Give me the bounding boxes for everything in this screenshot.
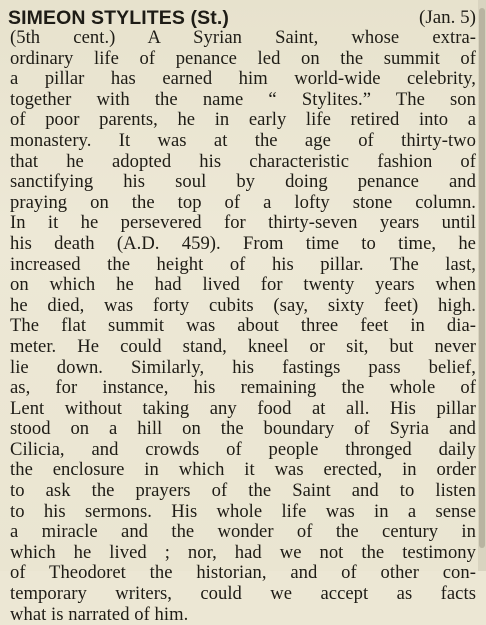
entry-title: SIMEON STYLITES (St.) bbox=[8, 7, 229, 29]
body-line: (5th cent.) A Syrian Saint, whose extra- bbox=[10, 27, 476, 48]
body-line: praying on the top of a lofty stone column. bbox=[10, 191, 476, 213]
body-line: of Theodoret the historian, and of other con- bbox=[10, 562, 476, 584]
body-line: meter. He could stand, kneel or sit, but never bbox=[10, 335, 476, 357]
body-line: his death (A.D. 459). From time to time, he bbox=[10, 232, 476, 254]
entry-body bbox=[10, 28, 476, 625]
body-line: on which he had lived for twenty years when bbox=[10, 274, 476, 296]
vertical-scrollbar[interactable] bbox=[478, 0, 486, 571]
body-line: monastery. It was at the age of thirty-two bbox=[10, 129, 476, 151]
body-line: to his sermons. His whole life was in a sense bbox=[10, 500, 476, 522]
body-line: the enclosure in which it was erected, in order bbox=[10, 459, 476, 481]
body-line: Lent without taking any food at all. His pillar bbox=[10, 397, 476, 419]
body-line: sanctifying his soul by doing penance and bbox=[10, 171, 476, 193]
body-line: lie down. Similarly, his fastings pass belief, bbox=[10, 356, 476, 378]
body-line: In it he persevered for thirty-seven years until bbox=[10, 212, 476, 234]
body-line: together with the name “ Stylites.” The son bbox=[10, 88, 476, 110]
body-line: Cilicia, and crowds of people thronged daily bbox=[10, 438, 476, 460]
body-line: to ask the prayers of the Saint and to listen bbox=[10, 480, 476, 502]
body-line: stood on a hill on the boundary of Syria and bbox=[10, 418, 476, 440]
entry-header bbox=[8, 7, 478, 29]
body-line: as, for instance, his remaining the whole of bbox=[10, 377, 476, 399]
body-line: a miracle and the wonder of the century in bbox=[10, 521, 476, 543]
body-line: temporary writers, could we accept as facts bbox=[10, 583, 476, 605]
body-line: The flat summit was about three feet in dia- bbox=[10, 315, 476, 337]
body-line: which he lived ; nor, had we not the testimony bbox=[10, 541, 476, 563]
body-line: that he adopted his characteristic fashion of bbox=[10, 150, 476, 172]
body-line: increased the height of his pillar. The last, bbox=[10, 253, 476, 275]
scrollbar-thumb[interactable] bbox=[479, 8, 485, 548]
body-line: a pillar has earned him world-wide celebrity, bbox=[10, 68, 476, 90]
body-line: what is narrated of him. bbox=[10, 603, 189, 625]
feast-date: (Jan. 5) bbox=[419, 7, 476, 28]
body-line: he died, was forty cubits (say, sixty feet) high. bbox=[10, 294, 476, 316]
body-line: ordinary life of penance led on the summit of bbox=[10, 47, 476, 69]
body-line: of poor parents, he in early life retired into a bbox=[10, 109, 476, 131]
